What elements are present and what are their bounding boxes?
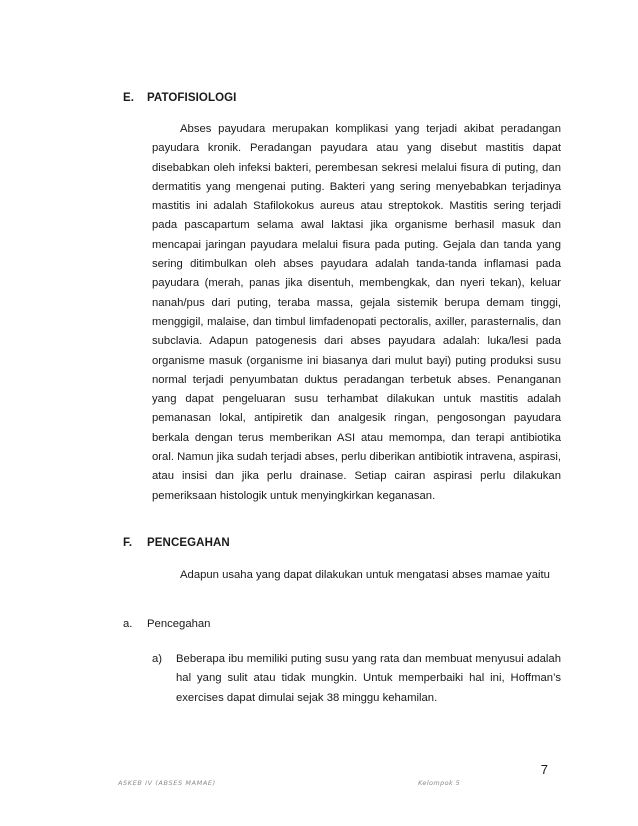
section-f-heading	[123, 537, 230, 549]
section-e-marker: E.	[123, 92, 135, 104]
page-number: 7	[540, 762, 548, 777]
list-item-a-text: Beberapa ibu memiliki puting susu yang rata dan membuat menyusui adalah hal yang sulit atau tidak mungkin. Untuk memperbaiki hal ini, Hoffman’s exercises dapat dimulai sejak 38 minggu kehamilan.	[176, 653, 561, 704]
subsection-a-title: Pencegahan	[147, 618, 211, 630]
list-item-a	[152, 650, 561, 708]
section-f-marker: F.	[123, 537, 133, 549]
subsection-a-heading	[123, 618, 210, 630]
list-item-a-marker: a)	[152, 653, 163, 665]
section-f-paragraph: Adapun usaha yang dapat dilakukan untuk mengatasi abses mamae yaitu	[180, 569, 550, 581]
section-e-title: PATOFISIOLOGI	[147, 92, 237, 104]
subsection-a-marker: a.	[123, 618, 133, 630]
section-f-title: PENCEGAHAN	[147, 537, 230, 549]
section-e-heading	[123, 92, 236, 104]
footer-course-label: ASKEB IV (ABSES MAMAE)	[118, 779, 216, 787]
footer-group-label: Kelompok 5	[418, 779, 461, 787]
section-e-paragraph: Abses payudara merupakan komplikasi yang terjadi akibat peradangan payudara kronik. Peradangan payudara atau yang disebut mastitis dapat disebabkan oleh infeksi bakteri, perembesan sekresi melalui fisura di puting, dan dermatitis yang mengenai puting. Bakteri yang sering menyebabkan terjadinya mastitis ini adalah Stafilokokus aureus atau streptokok. Mastitis sering terjadi pada pascapartum selama awal laktasi jika organisme berhasil masuk dan mencapai jaringan payudara melalui fisura pada puting. Gejala dan tanda yang sering ditimbulkan oleh abses payudara adalah tanda-tanda inflamasi pada payudara (merah, panas jika disentuh, membengkak, dan nyeri tekan), keluar nanah/pus dari puting, teraba massa, gejala sistemik berupa demam tinggi, menggigil, malaise, dan timbul limfadenopati pectoralis, axiller, parasternalis, dan subclavia. Adapun patogenesis dari abses payudara adalah: luka/lesi pada organisme masuk (organisme ini biasanya dari mulut bayi) puting produksi susu normal terjadi penyumbatan duktus peradangan terbetuk abses. Penanganan yang dapat pengeluaran susu terhambat dilakukan untuk mastitis adalah pemanasan lokal, antipiretik dan analgesik ringan, pengosongan payudara berkala dengan terus memberikan ASI atau memompa, dan terapi antibiotika oral. Namun jika sudah terjadi abses, perlu diberikan antibiotik intravena, aspirasi, atau insisi dan jika perlu drainase. Setiap cairan aspirasi perlu dilakukan pemeriksaan histologik untuk menyingkirkan keganasan.	[152, 123, 561, 502]
